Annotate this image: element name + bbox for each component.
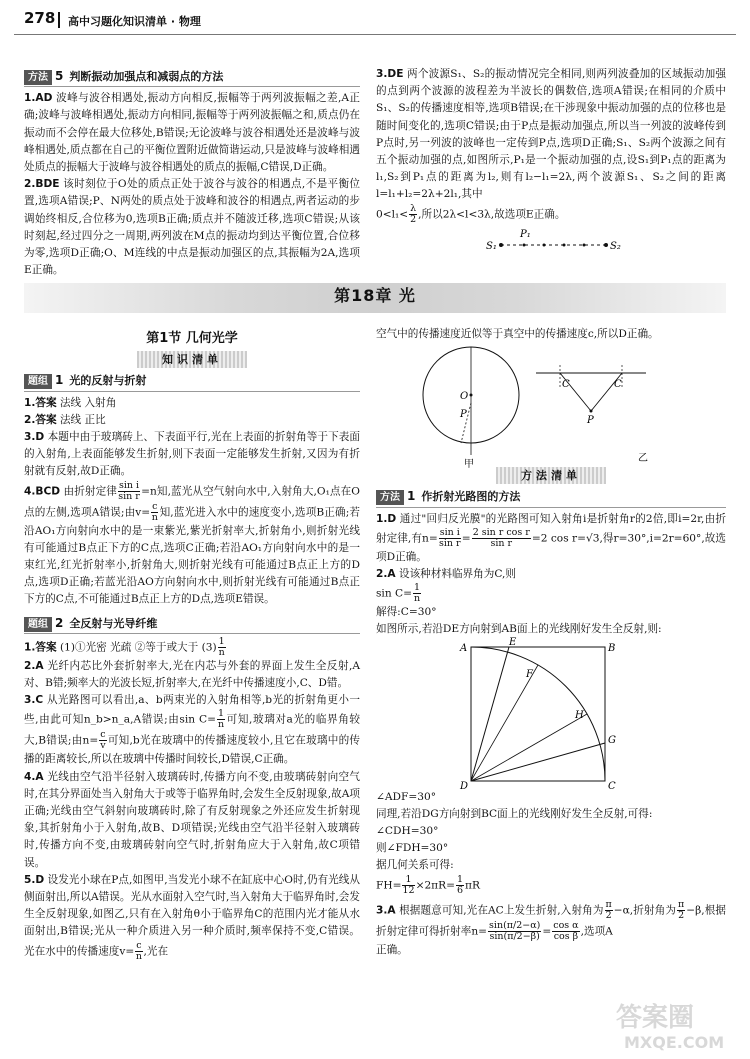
watermark-text: 答案圈 <box>616 1003 695 1033</box>
chapter-banner <box>24 283 726 313</box>
answer-paragraph <box>376 566 726 583</box>
answer-paragraph <box>24 429 360 481</box>
fraction-denominator: sin r <box>118 490 140 502</box>
answer-text: (1)①光密 光疏 ②等于或大于 (3) <box>59 641 217 654</box>
label-o: O <box>460 391 469 403</box>
page-header <box>14 8 736 34</box>
fraction-numerator: λ <box>410 202 417 214</box>
section-title: 第1节 几何光学 <box>146 331 238 346</box>
fraction-denominator: sin(π/2−β) <box>489 930 540 942</box>
answer-label: 2.A <box>376 568 396 581</box>
fraction-numerator: 1 <box>218 635 225 647</box>
answer-paragraph <box>24 176 360 279</box>
fraction <box>118 481 140 502</box>
fraction-denominator: n <box>151 511 158 523</box>
fraction <box>409 204 417 225</box>
fraction-denominator: 2 <box>678 909 685 921</box>
answer-text: 本题中由于玻璃砖上、下表面平行,光在上表面的折射角等于下表面的入射角,上表面能够发生折射,则下表面一定能够发生折射,又因为有折射就有反射,故D正确。 <box>24 431 360 478</box>
answer-text: = <box>542 925 552 938</box>
fraction-numerator: 1 <box>414 582 421 594</box>
fraction <box>218 637 226 658</box>
group-number: 2 <box>55 615 64 630</box>
fraction <box>677 900 685 921</box>
method1-heading <box>376 488 726 507</box>
group-tag: 题组 <box>24 617 52 632</box>
answer-label: 4.BCD <box>24 485 61 498</box>
answer-paragraph <box>376 326 726 343</box>
fraction-numerator: c <box>100 729 106 741</box>
answer-text: 根据题意可知,光在AC上发生折射,入射角为 <box>399 904 604 917</box>
answer-text: 知,蓝光进入水中的速度变小,选项B正确;若沿AO₁方向射向水中的是一束紫光,紫光折射率大,折射角小,则折射光线有可能通过B点正下方的C点,选项C正确;若沿AO₁方向射向水中的是一束红光,红光折射率小,折射角大,则折射光线有可能通过B点正上方的D点,选项D正确;若蓝光沿AO方向射向水中,则折射光线有可能通过B点正下方的C点,不可能通过B点正上方的D点,选项E错误。 <box>24 506 360 606</box>
answer-paragraph <box>24 637 360 658</box>
fraction-denominator: 2 <box>410 213 417 225</box>
fraction-denominator: 12 <box>402 884 415 896</box>
section-block <box>24 330 360 962</box>
answer-label: 2.A <box>24 659 44 672</box>
answer-paragraph <box>24 395 360 412</box>
fraction <box>488 921 541 942</box>
group-title: 光的反射与折射 <box>69 374 147 388</box>
answer-text: 光线由空气沿半径射入玻璃砖时,传播方向不变,由玻璃砖射向空气时,在其分界面处当入射角大于或等于临界角时,会发生全反射现象,故A项正确;光线由空气斜射向玻璃砖时,除了有反射现象之外还应发生折射现象,其折射角小于入射角,故B、D项错误;光线由空气沿半径射入玻璃砖时,传播方向不变,由玻璃砖射向空气时,折射角应大于入射角,故C项错误。 <box>24 770 361 869</box>
source-point <box>604 243 608 247</box>
square-arc-figure <box>376 636 726 792</box>
square-outline <box>471 647 605 781</box>
fraction <box>472 528 531 549</box>
fraction-numerator: sin i <box>118 479 140 491</box>
answer-label: 2.答案 <box>24 413 57 426</box>
answer-line: ∠CDH=30° <box>376 825 439 838</box>
fraction <box>413 583 421 604</box>
answer-label: 3.A <box>376 904 396 917</box>
method-tag: 方法 <box>376 490 404 505</box>
answer-text: 0<l₁< <box>376 208 409 221</box>
source-point <box>499 243 503 247</box>
answer-text: −β,根据折射定律可得折射率n= <box>376 904 726 938</box>
page-number: 278 <box>24 9 56 27</box>
fraction <box>456 875 464 896</box>
header-rule <box>14 34 736 35</box>
answer-text: 可知,b光在玻璃中的传播速度较小,且它在玻璃中的传播的距离较长,所以在玻璃中传播时间较长,D错误,C正确。 <box>24 734 361 766</box>
answer-line: 同理,若沿DG方向射到BC面上的光线刚好发生全反射,可得: <box>376 807 653 820</box>
label-c: C <box>614 379 622 391</box>
method-banner: 方法清单 <box>496 467 606 484</box>
answer-paragraph <box>24 692 360 768</box>
fraction <box>151 502 158 523</box>
ray-de <box>471 647 509 781</box>
group2-heading <box>24 615 360 634</box>
method-title: 作折射光路图的方法 <box>421 490 521 504</box>
fraction-denominator: n <box>135 950 142 962</box>
method-number: 1 <box>407 489 416 504</box>
fraction-numerator: c <box>136 939 142 951</box>
fraction-numerator: 2 sin r cos r <box>472 526 530 538</box>
answer-line: 解得:C=30° <box>376 606 437 619</box>
answer-paragraph <box>376 66 726 204</box>
answer-text: 两个波源S₁、S₂的振动情况完全相同,则两列波叠加的区域振动加强的点到两个波源的波程差为半波长的偶数倍,选项A错误;在相同的介质中S₁、S₂的传播速度相等,选项B错误;在干涉现象中振动加强的点的位移也是随时间变化的,选项C错误;由于P点是振动加强点,所以当一列波的波峰传到P点时,另一列波的波峰也一定传到P点,选项D正确;S₁、S₂两个波源之间有五个振动加强的点,如图所示,P₁是一个振动加强的点,设S₁到P₁点的距离为l₁,S₂到P₁点的距离为l₂,则有l₂−l₁=2λ,两个波源S₁、S₂之间的距离l=l₁+l₂=2λ+2l₁,其中 <box>376 68 726 201</box>
fraction-denominator: cos β <box>553 930 579 942</box>
node-point <box>583 243 586 246</box>
fraction <box>402 875 414 896</box>
answer-text: 波峰与波谷相遇处,振动方向相反,振幅等于两列波振幅之差,A正确;波峰与波峰相遇处,振动方向相同,振幅等于两列波振幅之和,质点仍在振动而不会停在最大位移处,B错误;无论波峰与波谷相遇处还是波峰与波峰相遇处,质点都在自己的平衡位置附近做简谐运动,只是波峰与波峰相遇处质点的振幅大于波峰与波谷相遇处的质点的振幅,C错误,D正确。 <box>24 92 360 174</box>
answer-text: =2 cos r=√3,得r=30°,i=2r=60°,故选项D正确。 <box>376 532 726 563</box>
group-title: 全反射与光导纤维 <box>69 616 158 630</box>
answer-text: 从光路图可以看出,a、b两束光的入射角相等,b光的折射角更小一些,由此可知n_b>n_a,A错误;由sin C= <box>24 694 360 726</box>
chapter-title: 第18章 光 <box>334 286 416 305</box>
label-s2: S₂ <box>610 240 621 252</box>
label-a: A <box>460 642 468 654</box>
group1-heading <box>24 372 360 391</box>
answer-text: πR <box>465 879 480 892</box>
answer-text: ,选项A <box>580 925 613 938</box>
answer-text: 通过"回归反光膜"的光路图可知入射角i是折射角r的2倍,即i=2r,由折射定律,有n= <box>376 512 726 545</box>
method-number: 5 <box>55 69 64 83</box>
figure-label-yi: 乙 <box>638 453 648 465</box>
answer-paragraph <box>24 412 360 429</box>
header-title: 高中习题化知识清单 · 物理 <box>68 15 201 28</box>
answer-text: 设发光小球在P点,如图甲,当发光小球不在缸底中心O时,仍有光线从侧面射出,所以A错误。光从水面射入空气时,当入射角大于临界角时,会发生全反射现象,如图乙,只有在入射角θ小于临界角C的范围内光才能从水面射出,B错误;光从一种介质进入另一种介质时,频率保持不变,C错误。光在水中的传播速度v= <box>24 873 360 958</box>
label-c: C <box>608 780 616 792</box>
fraction-numerator: sin i <box>439 526 460 538</box>
ray-dg <box>471 743 605 781</box>
label-h: H <box>575 709 584 721</box>
label-p1: P₁ <box>520 228 531 240</box>
label-p: P <box>460 409 467 421</box>
answer-paragraph-tail <box>376 204 726 225</box>
answer-paragraph <box>376 511 726 566</box>
watermark-logo <box>610 994 740 1054</box>
method5-block <box>24 68 360 279</box>
label-c: C <box>562 379 570 391</box>
label-b: B <box>608 642 616 654</box>
answer-label: 2.BDE <box>24 178 60 191</box>
answer-paragraph <box>24 872 360 962</box>
method-tag: 方法 <box>24 70 52 85</box>
label-p: P <box>587 415 594 427</box>
watermark-url: MXQE.COM <box>624 1033 725 1052</box>
answer-text: ,光在 <box>143 945 169 958</box>
answer-label: 5.D <box>24 873 45 886</box>
fraction-denominator: v <box>100 740 106 752</box>
header-divider <box>58 12 60 28</box>
answer-paragraph <box>376 900 726 942</box>
answer-text: FH= <box>376 879 402 892</box>
wave-sources-figure <box>376 225 726 261</box>
fraction-numerator: π <box>678 898 685 910</box>
answer-text: 光纤内芯比外套折射率大,光在内芯与外套的界面上发生全反射,A对、B错;频率大的光波长短,折射率大,在光纤中传播速度小,C、D错。 <box>24 659 360 690</box>
figure-label-jia: 甲 <box>464 459 474 471</box>
answer-text: ,所以2λ<l<3λ,故选项E正确。 <box>418 208 566 221</box>
fraction <box>605 900 613 921</box>
answer-line: ∠ADF=30° <box>376 790 437 803</box>
equation-line <box>376 583 726 604</box>
answer-paragraph <box>24 481 360 609</box>
answer-paragraph <box>24 769 360 872</box>
ray-dh <box>471 714 587 781</box>
knowledge-banner: 知识清单 <box>137 351 247 368</box>
fraction-denominator: 2 <box>605 909 612 921</box>
method5-heading <box>24 68 360 87</box>
right-lower-block <box>376 326 726 959</box>
answer-label: 1.AD <box>24 92 53 105</box>
answer-text: 空气中的传播速度近似等于真空中的传播速度c,所以D正确。 <box>376 328 659 340</box>
answer-text: =n知,蓝光从空气射向水中,入射角大,O₁点在O点的左侧,选项A错误;由v= <box>24 485 360 519</box>
answer-text: 设该种材料临界角为C,则 <box>398 568 517 581</box>
answer-label: 4.A <box>24 770 44 783</box>
answer-label: 3.DE <box>376 68 404 80</box>
fraction-numerator: 1 <box>457 873 464 885</box>
answer-text: 可知,玻璃对a光的临界角较大,B错误;由n= <box>24 713 360 747</box>
answer-label: 1.答案 <box>24 641 57 654</box>
fraction-numerator: 1 <box>402 875 414 886</box>
answer-paragraph <box>24 90 360 176</box>
label-s1: S₁ <box>486 240 497 252</box>
fraction-denominator: n <box>217 719 225 731</box>
node-point <box>543 243 546 246</box>
answer-3de-block <box>376 66 726 261</box>
fraction <box>552 921 579 942</box>
fraction-denominator: sin r <box>490 537 513 549</box>
group-number: 1 <box>55 373 64 388</box>
fraction-numerator: 1 <box>218 708 225 720</box>
node-point <box>523 243 526 246</box>
fraction-denominator: 6 <box>457 884 464 896</box>
answer-label: 1.D <box>376 512 397 525</box>
answer-text: 法线 入射角 <box>59 396 117 409</box>
fraction-numerator: π <box>605 898 612 910</box>
answer-line: 据几何关系可得: <box>376 859 454 872</box>
fraction-denominator: n <box>413 593 421 605</box>
group-tag: 题组 <box>24 374 52 389</box>
method-title: 判断振动加强点和减弱点的方法 <box>69 70 224 83</box>
source-point <box>590 410 593 413</box>
answer-text: 法线 正比 <box>59 413 106 426</box>
equation-line <box>376 875 726 896</box>
answer-text: = <box>461 532 471 545</box>
fraction-numerator: sin(π/2−α) <box>489 919 541 931</box>
answer-label: 1.答案 <box>24 396 57 409</box>
node-point <box>563 243 566 246</box>
answer-line: 正确。 <box>376 943 408 956</box>
figure-jia-yi <box>376 343 726 471</box>
fraction-denominator: sin r <box>438 537 461 549</box>
fraction-numerator: c <box>152 500 158 512</box>
answer-label: 3.C <box>24 694 44 707</box>
answer-paragraph <box>24 658 360 692</box>
answer-label: 3.D <box>24 431 45 444</box>
label-e: E <box>509 636 517 648</box>
fraction-numerator: cos α <box>553 919 579 931</box>
answer-text: ×2πR= <box>415 879 455 892</box>
ray-df <box>471 665 538 781</box>
answer-text: sin C= <box>376 587 412 600</box>
answer-line: 则∠FDH=30° <box>376 842 449 855</box>
label-f: F <box>526 668 533 680</box>
label-d: D <box>460 780 469 792</box>
answer-text: −α,折射角为 <box>613 904 676 917</box>
fraction <box>99 730 106 751</box>
label-g: G <box>608 734 616 746</box>
center-point <box>470 394 473 397</box>
answer-text: 由折射定律 <box>63 485 117 498</box>
answer-text: 该时刻位于O处的质点正处于波谷与波谷的相遇点,不是平衡位置,选项A错误;P、N两处的质点处于波峰和波谷的相遇点,两者运动的步调始终相反,合位移为0,选项B正确;质点并不随波迁移,选项C错误;从该时刻起,经过四分之一周期,两列波在M点的振动均到达平衡位置,合位移为零,选项D正确;O、M连线的中点是振动加强区的点,其振幅为2A,选项E正确。 <box>24 178 360 277</box>
answer-line: 如图所示,若沿DE方向射到AB面上的光线刚好发生全反射,则: <box>376 623 662 636</box>
fraction <box>135 941 142 962</box>
quarter-arc <box>471 647 605 781</box>
fraction <box>217 709 225 730</box>
fraction <box>439 528 461 549</box>
fraction-denominator: n <box>218 646 225 658</box>
